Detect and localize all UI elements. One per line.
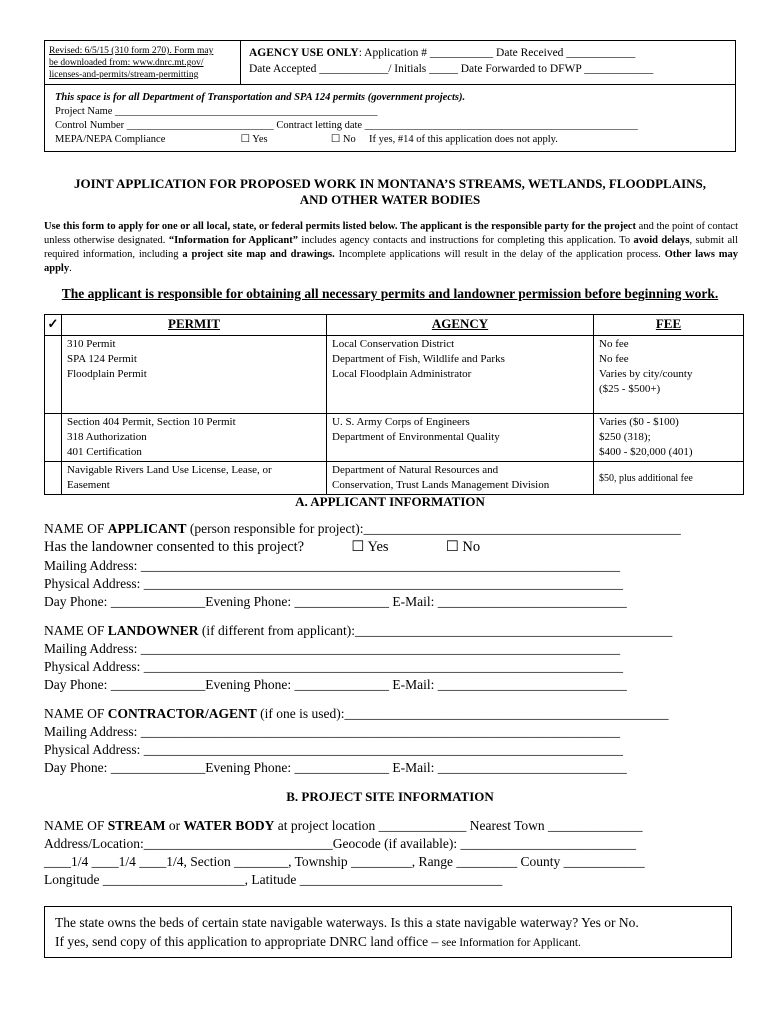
mepa-no-label: No (342, 134, 356, 145)
section-a-title: A. APPLICANT INFORMATION (295, 494, 485, 509)
applicant-prefix: NAME OF (44, 521, 108, 536)
contractor-mailing-address[interactable]: Mailing Address: _______________________________________________________________________ (44, 724, 620, 739)
permit-401: 401 Certification (67, 446, 142, 458)
agency-dnrc: Department of Natural Resources and (332, 464, 499, 476)
landowner-prefix: NAME OF (44, 623, 108, 638)
permit-310: 310 Permit (67, 338, 116, 350)
landowner-physical-address[interactable]: Physical Address: _______________________________________________________________________ (44, 659, 623, 674)
agency-cell (327, 336, 594, 414)
permit-318: 318 Authorization (67, 431, 147, 443)
agency-fwp: Department of Fish, Wildlife and Parks (332, 353, 505, 365)
intro-text-5: . (69, 263, 72, 274)
landowner-name-row[interactable] (44, 622, 744, 640)
contractor-prefix: NAME OF (44, 706, 108, 721)
table-row (45, 414, 744, 462)
consent-no-checkbox[interactable]: ☐ No (445, 539, 481, 555)
checkmark-icon: ✓ (47, 316, 59, 331)
water-body-bold: WATER BODY (183, 818, 275, 833)
revision-line-2: be downloaded from: www.dnrc.mt.gov/ (49, 58, 204, 68)
fee-318: $250 (318); (599, 431, 651, 443)
fee-spa124: No fee (599, 353, 629, 365)
dot-permit-fields (55, 91, 638, 147)
fee-310: No fee (599, 338, 629, 350)
agency-deq: Department of Environmental Quality (332, 431, 500, 443)
landowner-name-field[interactable]: (if different from applicant):_______________________________________________ (198, 623, 673, 638)
fee-cell (594, 414, 744, 462)
fee-column-header: FEE (594, 315, 744, 336)
notice-line-2-small: see Information for Applicant. (441, 937, 581, 949)
permit-floodplain: Floodplain Permit (67, 368, 147, 380)
notice-line-1: The state owns the beds of certain state navigable waterways. Is this a state navigable waterway? Yes or No. (55, 915, 639, 930)
applicant-name-row[interactable] (44, 520, 744, 538)
permit-spa124: SPA 124 Permit (67, 353, 137, 365)
intro-bold-4: a project site map and drawings. (182, 249, 335, 260)
notice-line-2-row (55, 932, 721, 953)
contractor-name-field[interactable]: (if one is used):________________________________________________ (256, 706, 669, 721)
permit-checkbox-cell[interactable] (45, 336, 62, 414)
permit-cell (62, 336, 327, 414)
revision-line-1: Revised: 6/5/15 (310 form 270). Form may (49, 46, 214, 56)
title-line-1: JOINT APPLICATION FOR PROPOSED WORK IN MONTANA’S STREAMS, WETLANDS, FLOODPLAINS, (73, 176, 707, 191)
applicant-phone-email[interactable]: Day Phone: ______________Evening Phone: ______________ E-Mail: ____________________________ (44, 594, 627, 609)
intro-text-3: , submit all required information, including (44, 235, 738, 260)
landowner-consent-row (44, 538, 744, 556)
intro-text-1: and the point of contact unless otherwise designated. (44, 221, 738, 246)
fee-navigable-rivers: $50, plus additional fee (599, 472, 693, 484)
navigable-waterway-notice (44, 906, 732, 958)
agency-use-fields (249, 45, 653, 77)
mepa-note: If yes, #14 of this application does not apply. (368, 134, 558, 145)
section-b-title: B. PROJECT SITE INFORMATION (286, 789, 494, 804)
fee-floodplain: Varies by city/county (599, 368, 693, 380)
page-title (44, 176, 736, 208)
fee-cell (594, 462, 744, 495)
revision-note (45, 41, 241, 84)
permit-navigable-rivers: Navigable Rivers Land Use License, Lease, or (67, 464, 272, 476)
applicant-bold: APPLICANT (107, 521, 187, 536)
fee-cell (594, 336, 744, 414)
permit-cell (62, 414, 327, 462)
address-geocode-field[interactable]: Address/Location:____________________________Geocode (if available): __________________________ (44, 836, 637, 851)
agency-floodplain-admin: Local Floodplain Administrator (332, 368, 472, 380)
project-name-field[interactable]: Project Name __________________________________________________ (55, 106, 378, 117)
agency-cell (327, 414, 594, 462)
table-row (45, 462, 744, 495)
stream-location-field[interactable]: at project location _____________ Nearest Town ______________ (274, 818, 643, 833)
intro-text-2: includes agency contacts and instructions for completing this application. To (298, 235, 634, 246)
fee-404: Varies ($0 - $100) (599, 416, 679, 428)
intro-bold-5: Other laws may apply (44, 249, 739, 274)
table-row (45, 336, 744, 414)
mepa-no-checkbox[interactable]: ☐ (330, 134, 341, 145)
permit-404: Section 404 Permit, Section 10 Permit (67, 416, 236, 428)
agency-header-box (44, 40, 736, 152)
responsibility-note: The applicant is responsible for obtaining all necessary permits and landowner permission before beginning work. (61, 286, 719, 301)
control-number-field[interactable]: Control Number ____________________________ Contract letting date ____________________________________________________ (55, 120, 638, 131)
agency-use-label: AGENCY USE ONLY (249, 47, 359, 59)
revision-line-3: licenses-and-permits/stream-permitting (49, 70, 199, 80)
longitude-latitude-field[interactable]: Longitude _____________________, Latitude ______________________________ (44, 872, 503, 887)
mepa-row (55, 133, 638, 147)
check-column-header (45, 315, 62, 336)
agency-conservation-district: Local Conservation District (332, 338, 455, 350)
permit-checkbox-cell[interactable] (45, 414, 62, 462)
intro-paragraph (44, 220, 738, 276)
landowner-phone-email[interactable]: Day Phone: ______________Evening Phone: ______________ E-Mail: ____________________________ (44, 677, 627, 692)
intro-bold-3: avoid delays (633, 235, 690, 246)
agency-dnrc-2: Conservation, Trust Lands Management Division (332, 479, 550, 491)
contractor-bold: CONTRACTOR/AGENT (107, 706, 257, 721)
agency-cell (327, 462, 594, 495)
contractor-phone-email[interactable]: Day Phone: ______________Evening Phone: ______________ E-Mail: ____________________________ (44, 760, 627, 775)
intro-bold-1: Use this form to apply for one or all local, state, or federal permits listed below. The applicant is the responsible party for the project (44, 221, 637, 232)
mepa-label: MEPA/NEPA Compliance (55, 134, 166, 145)
permit-column-header: PERMIT (62, 315, 327, 336)
consent-yes-checkbox[interactable]: ☐ Yes (351, 539, 389, 555)
stream-or: or (165, 818, 184, 833)
application-received-fields[interactable]: : Application # ___________ Date Received ____________ (358, 47, 636, 59)
landowner-bold: LANDOWNER (107, 623, 199, 638)
permit-cell (62, 462, 327, 495)
mepa-yes-checkbox[interactable]: ☐ (240, 134, 251, 145)
agency-column-header: AGENCY (327, 315, 594, 336)
applicant-name-field[interactable]: (person responsible for project):_______________________________________________ (186, 521, 681, 536)
mepa-yes-label: Yes (252, 134, 268, 145)
stream-bold: STREAM (107, 818, 166, 833)
permit-table (44, 314, 744, 495)
agency-use-line-1 (249, 45, 653, 61)
dot-note: This space is for all Department of Transportation and SPA 124 permits (government projects). (55, 92, 466, 103)
applicant-physical-address[interactable]: Physical Address: _______________________________________________________________________ (44, 576, 623, 591)
stream-prefix: NAME OF (44, 818, 108, 833)
contractor-name-row[interactable] (44, 705, 744, 723)
intro-bold-2: “Information for Applicant” (168, 235, 298, 246)
intro-text-4: Incomplete applications will result in the delay of the application process. (334, 249, 665, 260)
section-township-range-field[interactable]: ____1/4 ____1/4 ____1/4, Section ________, Township _________, Range _________ County ____________ (44, 854, 645, 869)
permit-navigable-rivers-2: Easement (67, 479, 110, 491)
fee-floodplain-range: ($25 - $500+) (599, 383, 661, 395)
fee-401: $400 - $20,000 (401) (599, 446, 693, 458)
permit-checkbox-cell[interactable] (45, 462, 62, 495)
notice-line-2: If yes, send copy of this application to appropriate DNRC land office – (55, 934, 442, 949)
landowner-mailing-address[interactable]: Mailing Address: _______________________________________________________________________ (44, 641, 620, 656)
title-line-2: AND OTHER WATER BODIES (299, 192, 481, 207)
applicant-mailing-address[interactable]: Mailing Address: _______________________________________________________________________ (44, 558, 620, 573)
stream-name-row[interactable] (44, 817, 744, 835)
table-header-row (45, 315, 744, 336)
agency-corps: U. S. Army Corps of Engineers (332, 416, 470, 428)
contractor-physical-address[interactable]: Physical Address: _______________________________________________________________________ (44, 742, 623, 757)
agency-use-line-2[interactable]: Date Accepted ____________/ Initials _____ Date Forwarded to DFWP ____________ (249, 63, 654, 75)
landowner-consent-question: Has the landowner consented to this project? (44, 539, 305, 555)
header-divider (45, 84, 735, 85)
